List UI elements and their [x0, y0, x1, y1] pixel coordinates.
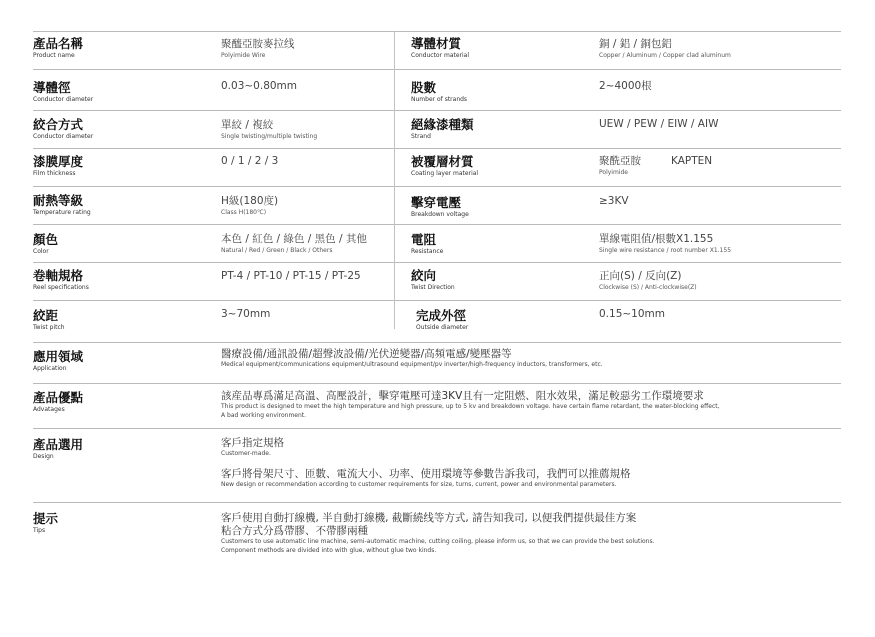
spec-value-insulation-type	[599, 117, 718, 131]
label-en: Conductor diameter	[33, 96, 94, 103]
value-zh-secondary: KAPTEN	[671, 155, 713, 167]
label-zh: 顏色	[33, 232, 59, 247]
value-en: Natural / Red / Green / Black / Others	[221, 247, 333, 254]
text-zh: 粘合方式分爲帶膠、不帶膠兩種	[221, 525, 368, 537]
label-zh: 產品名稱	[33, 36, 84, 51]
value-zh: UEW / PEW / EIW / AIW	[599, 118, 719, 130]
value-zh: 聚醯亞胺麥拉线	[221, 38, 295, 50]
spec-value-coating-material	[599, 154, 712, 177]
spec-value-outside-diameter	[599, 307, 665, 321]
spec-value-twist-direction	[599, 269, 697, 292]
text-zh: 醫療設備/通訊設備/超聲波設備/光伏逆變器/高頻電感/變壓器等	[221, 348, 512, 360]
rule	[33, 69, 841, 70]
value-en: Clockwise (S) / Anti-clockwise(Z)	[599, 284, 697, 291]
spec-label-conductor-diameter	[33, 80, 93, 104]
value-zh: 單線電阻值/根數X1.155	[599, 233, 714, 245]
spec-sheet	[33, 0, 841, 637]
text-zh: 客戶將骨架尺寸、匝數、電流大小、功率、使用環境等參數告訴我司，我們可以推薦規格	[221, 468, 631, 480]
value-zh: 0 / 1 / 2 / 3	[221, 155, 279, 167]
spec-label-conductor-material	[411, 36, 469, 60]
label-en: Advatages	[33, 406, 65, 413]
label-zh: 絞距	[33, 308, 59, 323]
value-en: Class H(180℃)	[221, 209, 267, 216]
section-body-application	[221, 348, 603, 370]
spec-label-resistance	[411, 232, 443, 256]
label-zh: 絞向	[411, 268, 437, 283]
label-en: Temperature rating	[33, 209, 91, 216]
value-zh	[599, 154, 712, 168]
spec-value-reel	[221, 269, 361, 283]
value-zh: 3~70mm	[221, 308, 271, 320]
spec-label-insulation-type	[411, 117, 474, 141]
spec-label-coating-material	[411, 154, 478, 178]
section-label-tips	[33, 511, 58, 535]
label-en: Tips	[33, 527, 46, 534]
spec-value-twist-pitch	[221, 307, 270, 321]
spec-label-twisting-method	[33, 117, 93, 141]
label-en: Conductor diameter	[33, 133, 94, 140]
label-zh: 完成外徑	[416, 308, 467, 323]
label-en: Product name	[33, 52, 75, 59]
rule	[33, 300, 841, 301]
section-body-design-a	[221, 437, 284, 459]
rule	[33, 224, 841, 225]
label-en: Color	[33, 248, 49, 255]
rule	[33, 31, 841, 32]
label-en: Coating layer material	[411, 170, 479, 177]
label-en: Twist Direction	[411, 284, 455, 291]
label-zh: 股數	[411, 80, 437, 95]
section-body-design-b	[221, 468, 631, 490]
value-zh: 銅 / 鋁 / 銅包鋁	[599, 38, 672, 50]
rule	[33, 428, 841, 429]
spec-label-product-name	[33, 36, 83, 60]
spec-value-strands	[599, 79, 652, 93]
spec-value-breakdown-voltage	[599, 194, 629, 208]
section-body-advantages	[221, 390, 720, 420]
label-zh: 耐熱等級	[33, 193, 84, 208]
label-zh: 電阻	[411, 232, 437, 247]
rule	[33, 110, 841, 111]
spec-value-twisting-method	[221, 118, 317, 141]
value-zh: 0.03~0.80mm	[221, 80, 298, 92]
label-zh: 產品選用	[33, 437, 84, 452]
value-zh: H級(180度)	[221, 195, 279, 207]
rule	[33, 186, 841, 187]
value-zh: ≥3KV	[599, 195, 629, 207]
section-body-tips	[221, 512, 655, 555]
label-zh: 絞合方式	[33, 117, 84, 132]
spec-label-twist-pitch	[33, 308, 65, 332]
rule	[33, 502, 841, 503]
spec-value-resistance	[599, 232, 731, 255]
label-zh: 擊穿電壓	[411, 195, 462, 210]
value-en: Polyimide	[599, 169, 628, 176]
label-en: Conductor material	[411, 52, 470, 59]
label-en: Outside diameter	[416, 324, 469, 331]
label-en: Strand	[411, 133, 431, 140]
text-en: A bad working environment.	[221, 411, 307, 419]
label-en: Twist pitch	[33, 324, 65, 331]
spec-label-color	[33, 232, 58, 256]
spec-label-breakdown-voltage	[411, 195, 469, 219]
spec-label-outside-diameter	[416, 308, 468, 332]
label-zh: 被覆層材質	[411, 154, 474, 169]
text-en: Component methods are divided into with glue, without glue two kinds.	[221, 546, 437, 554]
text-en: This product is designed to meet the high temperature and high pressure, up to 5 kv and breakdown voltage. have certain flame retardant, the water-blocking effect,	[221, 403, 720, 410]
label-en: Application	[33, 365, 67, 372]
text-en: Customer-made.	[221, 450, 271, 457]
label-zh: 產品優點	[33, 390, 84, 405]
label-zh: 卷軸規格	[33, 268, 84, 283]
spec-value-conductor-material	[599, 37, 731, 60]
value-zh-primary: 聚酰亞胺	[599, 155, 641, 167]
text-zh: 該産品專爲滿足高溫、高壓設計，擊穿電壓可達3KV且有一定阻燃、阻水效果，滿足較惡劣工作環境要求	[221, 390, 704, 402]
label-en: Design	[33, 453, 54, 460]
spec-value-film-thickness	[221, 154, 278, 168]
spec-value-temperature-rating	[221, 194, 278, 217]
text-en: Medical equipment/communications equipment/ultrasound equipment/pv inverter/high-frequency inductors, transformers, etc.	[221, 361, 603, 368]
value-en: Single wire resistance / root number X1.155	[599, 247, 732, 254]
value-en: Copper / Aluminum / Copper clad aluminum	[599, 52, 731, 59]
rule	[33, 262, 841, 263]
rule	[33, 383, 841, 384]
value-en: Polyimide Wire	[221, 52, 266, 59]
label-en: Film thickness	[33, 170, 76, 177]
section-label-design	[33, 437, 83, 461]
value-zh: 本色 / 紅色 / 綠色 / 黑色 / 其他	[221, 233, 367, 245]
label-zh: 導體徑	[33, 80, 71, 95]
value-zh: PT-4 / PT-10 / PT-15 / PT-25	[221, 270, 361, 282]
label-en: Number of strands	[411, 96, 468, 103]
value-zh: 2~4000根	[599, 80, 652, 92]
spec-value-conductor-diameter	[221, 79, 297, 93]
value-zh: 正向(S) / 反向(Z)	[599, 270, 682, 282]
text-zh: 客戶使用自動打線機, 半自動打線機, 截斷繞线等方式, 請告知我司, 以便我們提供最佳方案	[221, 512, 637, 524]
label-en: Reel specifications	[33, 284, 89, 291]
value-zh: 單絞 / 複絞	[221, 119, 274, 131]
column-divider	[394, 31, 395, 329]
label-zh: 絕緣漆種類	[411, 117, 474, 132]
rule	[33, 148, 841, 149]
spec-label-reel	[33, 268, 89, 292]
spec-label-strands	[411, 80, 467, 104]
spec-label-film-thickness	[33, 154, 83, 178]
label-zh: 漆膜厚度	[33, 154, 84, 169]
rule	[33, 342, 841, 343]
spec-label-temperature-rating	[33, 193, 91, 217]
label-en: Resistance	[411, 248, 444, 255]
text-en: New design or recommendation according to customer requirements for size, turns, current, power and environmental parameters.	[221, 481, 617, 488]
label-zh: 導體材質	[411, 36, 462, 51]
label-zh: 應用領域	[33, 349, 84, 364]
spec-value-product-name	[221, 37, 295, 60]
section-label-application	[33, 349, 83, 373]
spec-value-color	[221, 232, 367, 255]
text-en: Customers to use automatic line machine, semi-automatic machine, cutting coiling, please inform us, so that we can provide the best solutions.	[221, 538, 655, 545]
text-zh: 客戶指定規格	[221, 437, 284, 449]
label-en: Breakdown voltage	[411, 211, 469, 218]
label-zh: 提示	[33, 511, 59, 526]
section-label-advantages	[33, 390, 83, 414]
value-en: Single twisting/multiple twisting	[221, 133, 318, 140]
spec-label-twist-direction	[411, 268, 455, 292]
value-zh: 0.15~10mm	[599, 308, 665, 320]
